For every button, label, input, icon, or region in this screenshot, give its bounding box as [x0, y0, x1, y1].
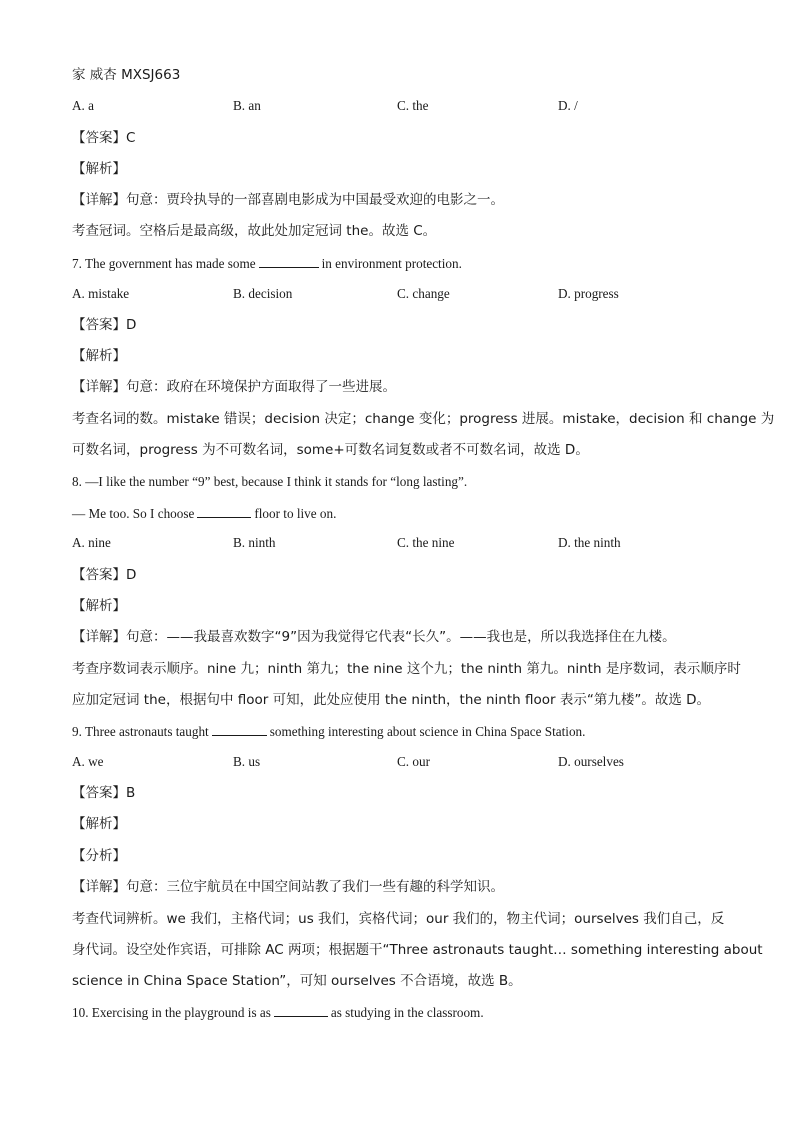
q8-options — [0, 535, 794, 553]
q8-option-a: A. nine — [72, 535, 111, 550]
q7-option-d: D. progress — [558, 286, 619, 301]
q9-stem — [72, 722, 585, 741]
q10-stem-pre: 10. Exercising in the playground is as — [72, 1005, 271, 1020]
q9-option-d: D. ourselves — [558, 754, 624, 769]
q6-answer: 【答案】C — [72, 130, 136, 146]
q7-analysis-label: 【解析】 — [72, 348, 126, 364]
q10-stem — [72, 1003, 484, 1022]
q7-explanation-1: 考查名词的数。mistake 错误；decision 决定；change 变化；progress 进展。mistake，decision 和 change 为 — [72, 411, 775, 427]
q8-explanation-2: 应加定冠词 the，根据句中 floor 可知，此处应使用 the ninth，the ninth floor 表示“第九楼”。故选 D。 — [72, 692, 711, 708]
q8-detail: 【详解】句意：——我最喜欢数字“9”因为我觉得它代表“长久”。——我也是，所以我选择住在九楼。 — [72, 629, 676, 645]
q7-option-c: C. change — [397, 286, 450, 301]
q6-explanation: 考查冠词。空格后是最高级，故此处加定冠词 the。故选 C。 — [72, 223, 437, 239]
q8-analysis-label: 【解析】 — [72, 598, 126, 614]
q9-explanation-2: 身代词。设空处作宾语，可排除 AC 两项；根据题干“Three astronauts taught… something interesting about — [72, 942, 763, 958]
q9-stem-post: something interesting about science in China Space Station. — [269, 724, 586, 739]
q7-stem-pre: 7. The government has made some — [72, 256, 256, 271]
q9-stem-pre: 9. Three astronauts taught — [72, 724, 209, 739]
q8-stem-1: 8. —I like the number “9” best, because I think it stands for “long lasting”. — [72, 474, 468, 489]
q9-answer: 【答案】B — [72, 785, 136, 801]
q8-stem-2 — [72, 504, 336, 523]
q10-blank — [274, 1003, 328, 1017]
q6-analysis-label: 【解析】 — [72, 161, 126, 177]
q9-explanation-3: science in China Space Station”，可知 ourselves 不合语境，故选 B。 — [72, 973, 522, 989]
q6-option-d: D. / — [558, 98, 578, 113]
q7-option-b: B. decision — [233, 286, 293, 301]
q10-stem-post: as studying in the classroom. — [330, 1005, 484, 1020]
q8-stem-post: floor to live on. — [254, 506, 337, 521]
q9-option-a: A. we — [72, 754, 104, 769]
q8-option-b: B. ninth — [233, 535, 276, 550]
q7-stem-post: in environment protection. — [321, 256, 462, 271]
q8-option-c: C. the nine — [397, 535, 455, 550]
q7-blank — [259, 254, 319, 268]
q7-answer: 【答案】D — [72, 317, 137, 333]
q7-option-a: A. mistake — [72, 286, 130, 301]
q9-fenxi-label: 【分析】 — [72, 848, 126, 864]
q9-explanation-1: 考查代词辨析。we 我们，主格代词；us 我们，宾格代词；our 我们的，物主代词；ourselves 我们自己，反 — [72, 911, 725, 927]
q6-detail: 【详解】句意：贾玲执导的一部喜剧电影成为中国最受欢迎的电影之一。 — [72, 192, 504, 208]
q8-blank — [197, 504, 251, 518]
q8-answer: 【答案】D — [72, 567, 137, 583]
q8-explanation-1: 考查序数词表示顺序。nine 九；ninth 第九；the nine 这个九；the ninth 第九。ninth 是序数词，表示顺序时 — [72, 661, 741, 677]
q6-option-b: B. an — [233, 98, 261, 113]
q8-stem-pre: — Me too. So I choose — [72, 506, 195, 521]
q7-stem — [72, 254, 462, 273]
q6-option-a: A. a — [72, 98, 94, 113]
q6-option-c: C. the — [397, 98, 429, 113]
q7-detail: 【详解】句意：政府在环境保护方面取得了一些进展。 — [72, 379, 396, 395]
q8-option-d: D. the ninth — [558, 535, 621, 550]
q9-detail: 【详解】句意：三位宇航员在中国空间站教了我们一些有趣的科学知识。 — [72, 879, 504, 895]
q9-blank — [212, 722, 267, 736]
q9-option-c: C. our — [397, 754, 430, 769]
q7-explanation-2: 可数名词，progress 为不可数名词，some+可数名词复数或者不可数名词，故选 D。 — [72, 442, 589, 458]
q9-options — [0, 754, 794, 772]
q6-options — [0, 98, 794, 116]
q9-option-b: B. us — [233, 754, 261, 769]
page-header-text: 家 威杏 MXSJ663 — [72, 67, 181, 83]
q7-options — [0, 286, 794, 304]
q9-analysis-label: 【解析】 — [72, 816, 126, 832]
